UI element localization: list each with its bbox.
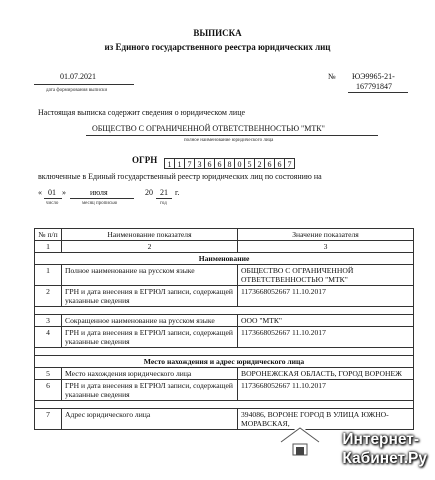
ogrn-digit-cell: 6: [204, 158, 215, 169]
ogrn-digit-cell: 6: [264, 158, 275, 169]
ogrn-digit-cell: 6: [274, 158, 285, 169]
state-year-suffix: г.: [175, 188, 180, 197]
row-number: 4: [35, 327, 62, 348]
row-value: ВОРОНЕЖСКАЯ ОБЛАСТЬ, ГОРОД ВОРОНЕЖ: [238, 368, 414, 380]
document-title: ВЫПИСКА: [193, 28, 242, 38]
company-caption: полное наименование юридического лица: [184, 138, 274, 143]
row-name: ГРН и дата внесения в ЕГРЮЛ записи, содержащей указанные сведения: [62, 380, 238, 401]
row-number: 2: [35, 286, 62, 307]
state-text: включенные в Единый государственный реестр юридических лиц по состоянию на: [38, 172, 322, 181]
ogrn-digit-cell: 5: [244, 158, 255, 169]
colnum-cell: 2: [62, 241, 238, 253]
company-underline: [86, 135, 378, 136]
site-watermark: [342, 430, 427, 468]
table-row: [35, 315, 414, 327]
row-name: Адрес юридического лица: [62, 409, 238, 430]
table-row: [35, 380, 414, 401]
header-cell: Значение показателя: [238, 229, 414, 241]
row-value: 1173668052667 11.10.2017: [238, 327, 414, 348]
house-logo-icon: [277, 424, 323, 458]
day-caption: число: [46, 201, 59, 206]
year-caption: год: [160, 201, 167, 206]
row-name: Место нахождения юридического лица: [62, 368, 238, 380]
table-gap: [35, 307, 414, 315]
month-underline: [70, 198, 134, 199]
row-name: ГРН и дата внесения в ЕГРЮЛ записи, содержащей указанные сведения: [62, 327, 238, 348]
ogrn-digit-cell: 3: [194, 158, 205, 169]
row-value: ОБЩЕСТВО С ОГРАНИЧЕННОЙ ОТВЕТСТВЕННОСТЬЮ "МТК": [238, 265, 414, 286]
row-value: ООО "МТК": [238, 315, 414, 327]
row-number: 7: [35, 409, 62, 430]
ogrn-digit-cell: 7: [284, 158, 295, 169]
date-caption: дата формирования выписки: [46, 88, 108, 93]
year-underline: [156, 198, 172, 199]
header-cell: Наименование показателя: [62, 229, 238, 241]
row-number: 5: [35, 368, 62, 380]
row-number: 3: [35, 315, 62, 327]
table-row: [35, 265, 414, 286]
ogrn-digits: [165, 154, 295, 172]
statement-date: 01.07.2021: [60, 72, 96, 81]
section-title-address: Место нахождения и адрес юридического лица: [35, 356, 414, 368]
watermark-line1: Интернет-: [342, 431, 420, 448]
section-row: [35, 253, 414, 265]
ogrn-digit-cell: 6: [214, 158, 225, 169]
ogrn-digit-cell: 0: [234, 158, 245, 169]
ogrn-digit-cell: 8: [224, 158, 235, 169]
section-title-name: Наименование: [35, 253, 414, 265]
day-underline: [44, 198, 62, 199]
row-number: 1: [35, 265, 62, 286]
table-header-row: [35, 229, 414, 241]
state-year-prefix: 20: [145, 188, 153, 197]
state-year: 21: [160, 188, 168, 197]
number-sign: №: [328, 72, 336, 81]
table-row: [35, 368, 414, 380]
header-cell: № п/п: [35, 229, 62, 241]
registry-table: [34, 228, 414, 430]
table-row: [35, 327, 414, 348]
intro-text: Настоящая выписка содержит сведения о юридическом лице: [38, 108, 246, 117]
row-name: ГРН и дата внесения в ЕГРЮЛ записи, содержащей указанные сведения: [62, 286, 238, 307]
ogrn-digit-cell: 1: [164, 158, 175, 169]
state-quote-close: »: [62, 188, 66, 197]
row-value: 394086, ВОРОНЕ ГОРОД В УЛИЦА ЮЖНО-МОРАВСКАЯ,: [238, 409, 414, 430]
statement-number-line1: ЮЭ9965-21-: [352, 72, 395, 81]
ogrn-digit-cell: 1: [174, 158, 185, 169]
ogrn-label: ОГРН: [132, 155, 158, 165]
table-gap: [35, 401, 414, 409]
row-name: Сокращенное наименование на русском языке: [62, 315, 238, 327]
row-name: Полное наименование на русском языке: [62, 265, 238, 286]
number-underline: [348, 92, 408, 93]
state-month: июля: [90, 188, 108, 197]
document-subtitle: из Единого государственного реестра юридических лиц: [104, 42, 331, 52]
table-colnum-row: [35, 241, 414, 253]
table-row: [35, 409, 414, 430]
table-row: [35, 286, 414, 307]
table-gap: [35, 348, 414, 356]
company-full-name: ОБЩЕСТВО С ОГРАНИЧЕННОЙ ОТВЕТСТВЕННОСТЬЮ "МТК": [92, 124, 325, 133]
colnum-cell: 1: [35, 241, 62, 253]
row-number: 6: [35, 380, 62, 401]
colnum-cell: 3: [238, 241, 414, 253]
statement-number-line2: 167791847: [356, 82, 392, 91]
ogrn-digit-cell: 7: [184, 158, 195, 169]
ogrn-digit-cell: 2: [254, 158, 265, 169]
date-underline: [34, 84, 134, 85]
month-caption: месяц прописью: [82, 201, 118, 206]
watermark-line2: Кабинет.Ру: [342, 450, 427, 467]
section-row: [35, 356, 414, 368]
row-value: 1173668052667 11.10.2017: [238, 286, 414, 307]
state-day: 01: [48, 188, 56, 197]
state-quote-open: «: [38, 188, 42, 197]
row-value: 1173668052667 11.10.2017: [238, 380, 414, 401]
